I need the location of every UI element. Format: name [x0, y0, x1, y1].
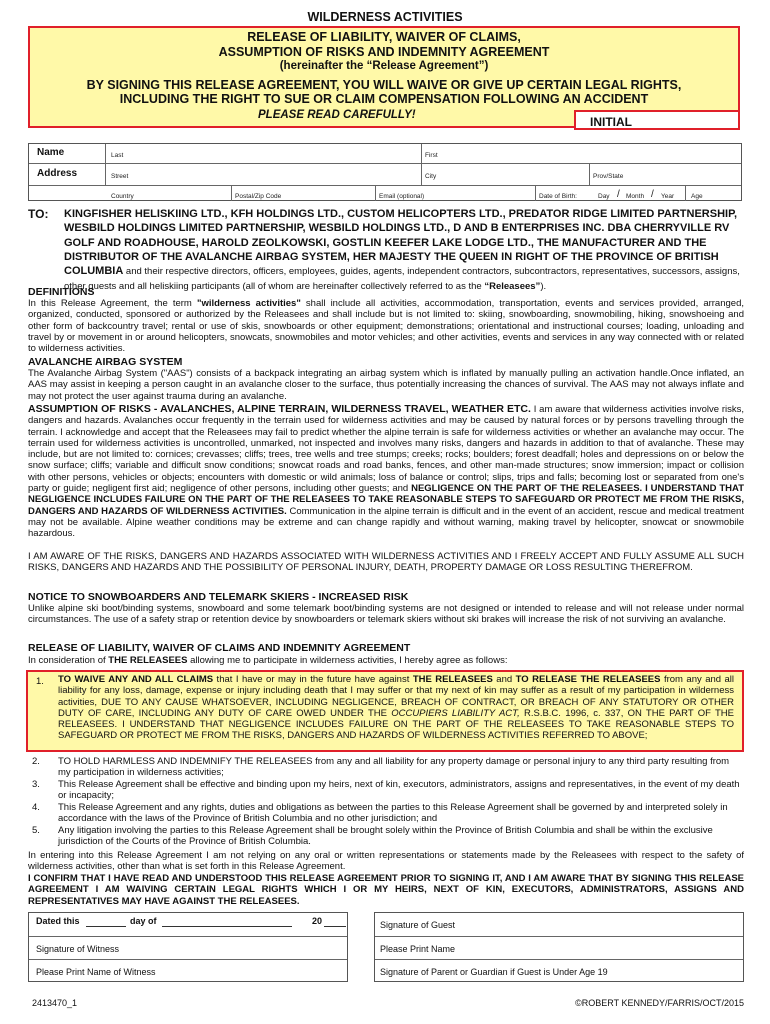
parent-signature-field[interactable]: Signature of Parent or Guardian if Guest is Under Age 19 — [380, 967, 608, 977]
guest-signature-field[interactable]: Signature of Guest — [380, 920, 456, 930]
prov-state-field[interactable]: Prov/State — [593, 173, 624, 180]
item-4-number: 4. — [32, 802, 40, 813]
address-label: Address — [37, 168, 78, 179]
dob-year-field[interactable]: Year — [661, 193, 675, 200]
releasees-end: ). — [540, 281, 547, 293]
header-line-3: (hereinafter the “Release Agreement”) — [279, 60, 489, 72]
dated-this-label: Dated this — [36, 916, 80, 926]
avalanche-heading: AVALANCHE AIRBAG SYSTEM — [28, 356, 183, 368]
releasees-names: KINGFISHER HELISKIING LTD., KFH HOLDINGS LTD., CUSTOM HELICOPTERS LTD., PREDATOR RIDGE LIMITED PARTNERSHIP, WESBILD HOLDINGS LIMITED PARTNERSHIP, WESBILD HOLDINGS LTD., D AND B ENTERPRISES INC. DBA CHERRYVILLE RV GOLF AND ROADHOUSE, HAROLD ZEOLKOWSKI, GOSTLIN KEEFER LAKE LODGE LTD., THE MANUFACTURER AND THE DISTRIBUTOR OF THE AVALANCHE AIRBAG SYSTEM, HER MAJESTY THE QUEEN IN RIGHT OF THE PROVINCE OF BRITISH COLUMBIA — [64, 208, 738, 278]
release-heading: RELEASE OF LIABILITY, WAIVER OF CLAIMS AND INDEMNITY AGREEMENT — [28, 642, 411, 654]
confirmation-text: I CONFIRM THAT I HAVE READ AND UNDERSTOOD THIS RELEASE AGREEMENT PRIOR TO SIGNING IT, AND I AM AWARE THAT BY SIGNING THIS RELEASE AGREEMENT I AM WAIVING CERTAIN LEGAL RIGHTS WHICH I OR MY HEIRS, NEXT OF KIN, EXECUTORS, ADMINISTRATORS, ASSIGNS AND REPRESENTATIVES MAY HAVE AGAINST THE RELEASEES. — [28, 873, 744, 907]
telemark-text: Unlike alpine ski boot/binding systems, snowboard and some telemark boot/binding systems are not designed or intended to release and will not release under normal circumstances. The use of a safety strap or retention device by snowboarders or telemark skiers without ski brakes will increase the risk of not surviving an avalanche. — [28, 603, 744, 626]
definitions-heading: DEFINITIONS — [28, 286, 95, 298]
document-title: WILDERNESS ACTIVITIES — [307, 10, 463, 24]
first-name-field[interactable]: First — [425, 152, 438, 159]
please-read-carefully: PLEASE READ CAREFULLY! — [258, 109, 416, 121]
participant-info-table — [28, 143, 742, 201]
header-line-2: ASSUMPTION OF RISKS AND INDEMNITY AGREEMENT — [218, 45, 550, 59]
item-5-number: 5. — [32, 825, 40, 836]
item-3-text: This Release Agreement shall be effective and binding upon my heirs, next of kin, executors, administrators, assigns and representatives, in the event of my death or incapacity; — [58, 779, 740, 802]
year-label: 20 — [312, 916, 323, 926]
item-2-text: TO HOLD HARMLESS AND INDEMNIFY THE RELEASEES from any and all liability for any property damage or personal injury to any third party resulting from my participation in wilderness activities; — [58, 756, 730, 779]
item-5-text: Any litigation involving the parties to this Release Agreement shall be brought solely within the Province of British Columbia and shall be within the exclusive jurisdiction of the Courts of the Province of British Columbia. — [58, 825, 713, 848]
document-id: 2413470_1 — [32, 998, 78, 1008]
risks-heading: ASSUMPTION OF RISKS - AVALANCHES, ALPINE TERRAIN, WILDERNESS TRAVEL, WEATHER ETC. — [28, 403, 531, 415]
releasees-rest: and their respective directors, officers, employees, guides, agents, independent contractors, subcontractors, representatives, successors, assigns, other guests and all heliskiing participants (all of whom are hereinafter collectively referred to as the — [64, 266, 740, 293]
dob-month-field[interactable]: Month — [626, 193, 645, 200]
aware-caps-text: I AM AWARE OF THE RISKS, DANGERS AND HAZARDS ASSOCIATED WITH WILDERNESS ACTIVITIES AND I FREELY ACCEPT AND FULLY ASSUME ALL SUCH RISKS, DANGERS AND HAZARDS AND THE POSSIBILITY OF PERSONAL INJURY, DEATH, PROPERTY DAMAGE OR LOSS RESULTING THEREFROM. — [28, 551, 744, 574]
copyright: ©ROBERT KENNEDY/FARRIS/OCT/2015 — [575, 998, 744, 1008]
name-label: Name — [37, 147, 65, 158]
item-4-text: This Release Agreement and any rights, duties and obligations as between the parties to this Release Agreement shall be governed by and interpreted solely in accordance with the laws of the Province of British Columbia and no other jurisdiction; and — [58, 802, 728, 825]
witness-signature-field[interactable]: Signature of Witness — [36, 944, 120, 954]
city-field[interactable]: City — [425, 173, 437, 180]
age-field[interactable]: Age — [691, 193, 703, 200]
definitions-text: In this Release Agreement, the term "wilderness activities" shall include all activities, accommodation, transportation, events and services provided, arranged, organized, conducted, sponsored or authorized by the Releasees and shall include but is not limited to: skiing, snowboarding, snowmobiling, hiking, snowshoeing and other form of backcountry travel; rental or use of skis, snowboards or other equipment; demonstrations; orientational and instructional courses; loading, unloading and travel by or movement in or around helicopters, snowcats, snowmobiles and motor vehicles; and other activities, events and services in any way connected with or related to wilderness activities. — [28, 298, 744, 355]
postal-field[interactable]: Postal/Zip Code — [235, 193, 282, 200]
to-label: TO: — [28, 207, 49, 221]
country-field[interactable]: Country — [111, 193, 134, 200]
avalanche-text: The Avalanche Airbag System ("AAS") consists of a backpack integrating an airbag system which is inflated by manually pulling an activation handle.Once inflated, an AAS may assist in keeping a person caught in an avalanche closer to the surface, thus potentially increasing the chances of survival. The AAS may not always inflate and may not protect the user against trauma during an avalanche. — [28, 368, 744, 402]
witness-name-field[interactable]: Please Print Name of Witness — [36, 967, 156, 977]
header-warning-2: INCLUDING THE RIGHT TO SUE OR CLAIM COMPENSATION FOLLOWING AN ACCIDENT — [119, 92, 649, 106]
header-warning-1: BY SIGNING THIS RELEASE AGREEMENT, YOU WILL WAIVE OR GIVE UP CERTAIN LEGAL RIGHTS, — [86, 78, 682, 92]
releasees-term: “Releasees” — [484, 281, 541, 293]
release-intro: In consideration of THE RELEASEES allowing me to participate in wilderness activities, I hereby agree as follows: — [28, 655, 508, 666]
day-of-label: day of — [130, 916, 157, 926]
initial-box[interactable]: INITIAL — [574, 110, 740, 130]
item-3-number: 3. — [32, 779, 40, 790]
last-name-field[interactable]: Last — [111, 152, 124, 159]
email-field[interactable]: Email (optional) — [379, 193, 425, 200]
item-2-number: 2. — [32, 756, 40, 767]
dob-slash-1: / — [617, 189, 620, 200]
item-1-text: TO WAIVE ANY AND ALL CLAIMS that I have or may in the future have against THE RELEASEES and TO RELEASE THE RELEASEES from any and all liability for any loss, damage, expense or injury including death that I may suffer or that my next of kin may suffer as a result of my participation in wilderness activities, DUE TO ANY CAUSE WHATSOEVER, INCLUDING NEGLIGENCE, BREACH OF CONTRACT, OR BREACH OF ANY STATUTORY OR OTHER DUTY OF CARE, INCLUDING ANY DUTY OF CARE OWED UNDER THE OCCUPIERS LIABILITY ACT, R.S.B.C. 1996, c. 337, ON THE PART OF THE RELEASEES. I UNDERSTAND THAT NEGLIGENCE INCLUDES FAILURE ON THE PART OF THE RELEASEES TO TAKE REASONABLE STEPS TO SAFEGUARD OR PROTECT ME FROM THE RISKS, DANGERS AND HAZARDS OF WILDERNESS ACTIVITIES REFERRED TO ABOVE; — [58, 674, 735, 742]
guest-name-field[interactable]: Please Print Name — [380, 944, 456, 954]
entering-text: In entering into this Release Agreement I am not relying on any oral or written representations or statements made by the Releasees with respect to the safety of wilderness activities, other than what is set forth in this Release Agreement. — [28, 850, 744, 873]
header-line-1: RELEASE OF LIABILITY, WAIVER OF CLAIMS, — [247, 30, 521, 44]
risks-section: ASSUMPTION OF RISKS - AVALANCHES, ALPINE TERRAIN, WILDERNESS TRAVEL, WEATHER ETC. I am aware that wilderness activities involve risks, dangers and hazards. Avalanches occur frequently in the terrain used for wilderness activities and may be caused by natural forces or by persons travelling through the terrain. I acknowledge and accept that the Releasees may fail to predict whether the alpine terrain is safe for wilderness activities or whether an avalanche may occur. The terrain used for wilderness activities is uncontrolled, unmarked, not inspected and involves many risks, dangers and hazards in addition to that of avalanche. These may include, but are not limited to: cornices; crevasses; cliffs; trees, tree wells and tree stumps; creeks; rocks; boulders; forest deadfall; holes and depressions on or below the snow surface; cliffs; variable and difficult snow conditions; snowcat roads and road banks, fences, and other man-made structures; snow immersion; impact or collision with other persons, vehicles or objects; encounters with domestic or wild animals; loss of balance or control; slips, trips and falls; becoming lost or separated from one's party or guide; negligent first aid; negligence of other persons, including other guests; and NEGLIGENCE ON THE PART OF THE RELEASEES. I UNDERSTAND THAT NEGLIGENCE INCLUDES FAILURE ON THE PART OF THE RELEASEES TO TAKE REASONABLE STEPS TO SAFEGUARD OR PROTECT ME FROM THE RISKS, DANGERS AND HAZARDS OF WILDERNESS ACTIVITIES. Communication in the alpine terrain is difficult and in the event of an accident, rescue and medical treatment may not be available. Alpine weather conditions may be extreme and can change rapidly and without warning, making travel by helicopter, snowcat or snowmobile hazardous. — [28, 403, 745, 540]
releasees-list — [64, 207, 744, 295]
telemark-heading: NOTICE TO SNOWBOARDERS AND TELEMARK SKIERS - INCREASED RISK — [28, 591, 409, 603]
dob-day-field[interactable]: Day — [598, 193, 610, 200]
item-1-number: 1. — [36, 676, 44, 687]
street-field[interactable]: Street — [111, 173, 129, 180]
dob-label: Date of Birth: — [539, 193, 577, 200]
dob-slash-2: / — [651, 189, 654, 200]
